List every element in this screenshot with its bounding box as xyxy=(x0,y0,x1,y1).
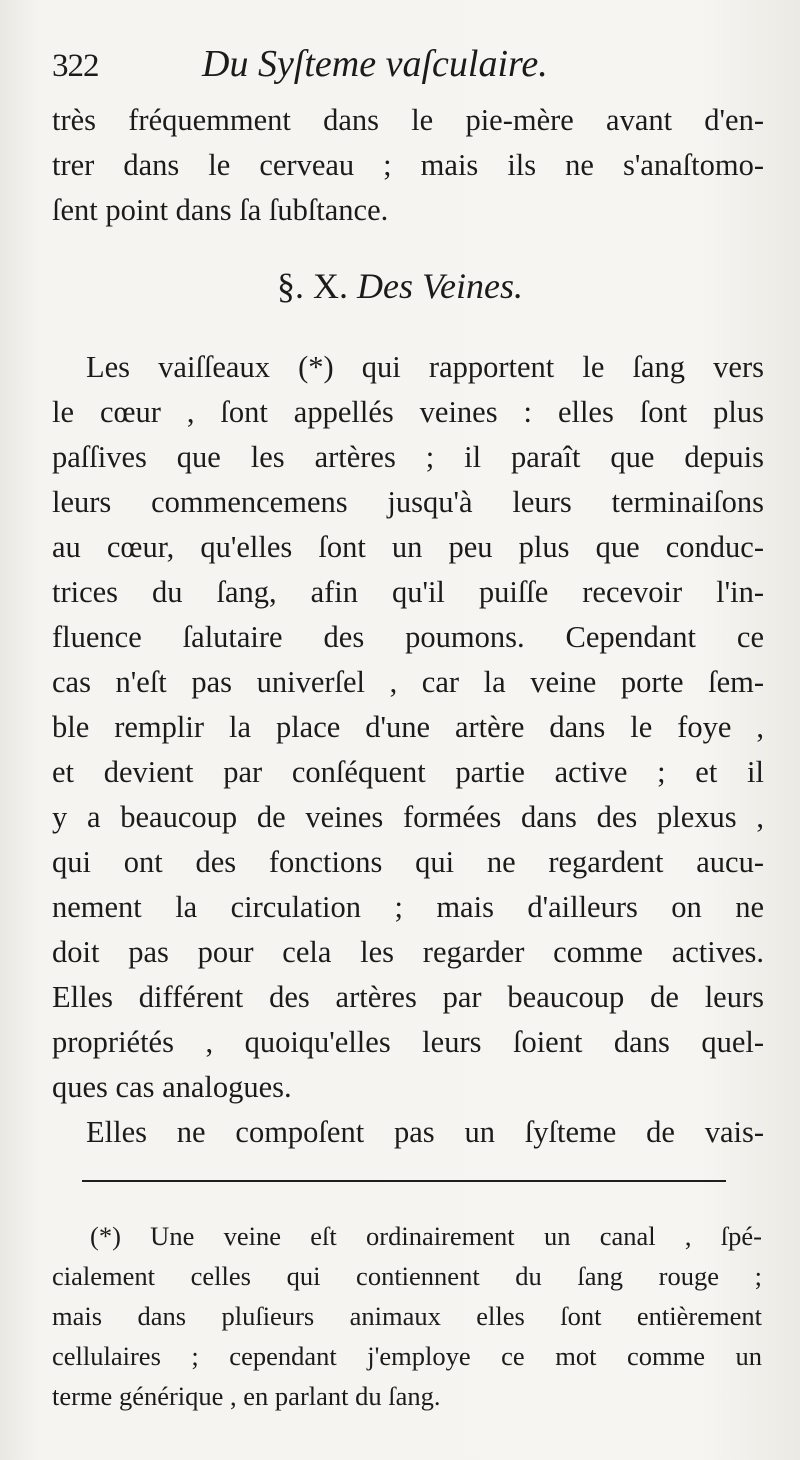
text-line: paſſives que les artères ; il paraît que depuis xyxy=(52,440,764,474)
footnote-line: cialement celles qui contiennent du ſang rouge ; xyxy=(52,1261,762,1291)
section-heading xyxy=(0,265,800,307)
text-line: cas n'eſt pas univerſel , car la veine porte ſem- xyxy=(52,665,764,699)
section-title: Des Veines. xyxy=(357,266,523,306)
footnote-line: cellulaires ; cependant j'employe ce mot comme un xyxy=(52,1341,762,1371)
text-line: nement la circulation ; mais d'ailleurs on ne xyxy=(52,890,764,924)
section-number: §. X. xyxy=(277,266,349,306)
text-line: ques cas analogues. xyxy=(52,1070,292,1104)
page-number: 322 xyxy=(52,48,99,84)
text-line: y a beaucoup de veines formées dans des plexus , xyxy=(52,800,764,834)
text-line: qui ont des fonctions qui ne regardent aucu- xyxy=(52,845,764,879)
text-line: Elles différent des artères par beaucoup de leurs xyxy=(52,980,764,1014)
text-line: très fréquemment dans le pie-mère avant d'en- xyxy=(52,103,764,137)
footnote-line: terme générique , en parlant du ſang. xyxy=(52,1381,441,1411)
text-line: le cœur , ſont appellés veines : elles ſont plus xyxy=(52,395,764,429)
text-line: Elles ne compoſent pas un ſyſteme de vais- xyxy=(86,1115,764,1149)
text-line: Les vaiſſeaux (*) qui rapportent le ſang vers xyxy=(86,350,764,384)
text-line: au cœur, qu'elles ſont un peu plus que conduc- xyxy=(52,530,764,564)
page-header xyxy=(52,42,762,98)
text-line: ble remplir la place d'une artère dans le foye , xyxy=(52,710,764,744)
text-line: doit pas pour cela les regarder comme actives. xyxy=(52,935,764,969)
text-line: trer dans le cerveau ; mais ils ne s'anaſtomo- xyxy=(52,148,764,182)
footnote-line: (*) Une veine eſt ordinairement un canal , ſpé- xyxy=(90,1221,762,1251)
footnote-rule xyxy=(82,1180,726,1182)
text-line: propriétés , quoiqu'elles leurs ſoient dans quel- xyxy=(52,1025,764,1059)
text-line: trices du ſang, afin qu'il puiſſe recevoir l'in- xyxy=(52,575,764,609)
text-line: et devient par conſéquent partie active ; et il xyxy=(52,755,764,789)
text-line: fluence ſalutaire des poumons. Cependant ce xyxy=(52,620,764,654)
footnote-line: mais dans pluſieurs animaux elles ſont entièrement xyxy=(52,1301,762,1331)
text-line: leurs commencemens jusqu'à leurs terminaiſons xyxy=(52,485,764,519)
text-line: ſent point dans ſa ſubſtance. xyxy=(52,193,389,227)
running-title: Du Syſteme vaſculaire. xyxy=(202,43,548,85)
